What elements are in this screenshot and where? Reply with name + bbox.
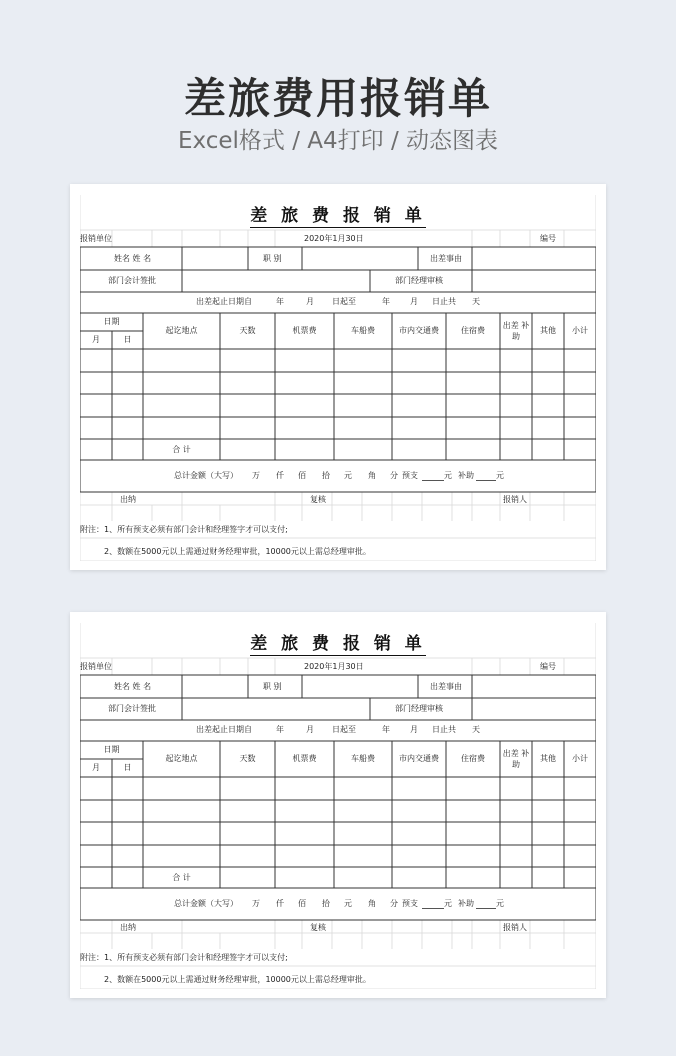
- period-month: 月: [306, 725, 314, 734]
- review-label: 复核: [310, 495, 326, 504]
- period-days: 天: [472, 725, 480, 734]
- total-yuan-3: 元: [496, 899, 504, 908]
- total-label: 总计金额（大写）: [174, 899, 238, 908]
- note-2: 2、数额在5000元以上需通过财务经理审批，10000元以上需总经理审批。: [104, 547, 371, 556]
- col-days: 天数: [239, 326, 256, 335]
- total-label: 总计金额（大写）: [174, 471, 238, 480]
- refund-blank[interactable]: [476, 899, 496, 909]
- reason-label: 出差事由: [430, 682, 462, 691]
- note-1: 附注：1、所有预支必须有部门会计和经理签字才可以支付;: [80, 525, 288, 534]
- period-year: 年: [276, 297, 284, 306]
- page-title: 差旅费用报销单: [183, 74, 492, 123]
- total-yuan-2: 元: [444, 899, 452, 908]
- claimant-label: 报销人: [503, 495, 527, 504]
- page-subtitle: Excel格式 / A4打印 / 动态图表: [177, 128, 499, 154]
- col-route: 起讫地点: [165, 326, 198, 335]
- total-jiao: 角: [368, 899, 376, 908]
- col-vehicle: 车船费: [351, 754, 375, 763]
- period-day-to: 日止共: [432, 297, 456, 306]
- total-fen: 分: [390, 471, 398, 480]
- position-label: 职 别: [263, 254, 282, 263]
- col-date: 日期: [103, 317, 120, 326]
- cashier-label: 出纳: [120, 923, 136, 932]
- review-label: 复核: [310, 923, 326, 932]
- name-label: 姓名 姓 名: [114, 254, 152, 263]
- period-month-2: 月: [410, 297, 418, 306]
- period-days: 天: [472, 297, 480, 306]
- manager-label: 部门经理审核: [395, 704, 443, 713]
- period-year: 年: [276, 725, 284, 734]
- note-2: 2、数额在5000元以上需通过财务经理审批，10000元以上需总经理审批。: [104, 975, 371, 984]
- form-preview-1: [70, 184, 606, 570]
- col-local: 市内交通费: [399, 326, 439, 335]
- period-month: 月: [306, 297, 314, 306]
- form-preview-2: [70, 612, 606, 998]
- total-advance: 预支: [402, 899, 418, 908]
- form-grid: [80, 623, 596, 989]
- name-label: 姓名 姓 名: [114, 682, 152, 691]
- col-allowance: 出差 补助: [502, 749, 530, 769]
- number-label: 编号: [540, 234, 556, 243]
- dept-sign-label: 部门会计签批: [108, 704, 156, 713]
- period-month-2: 月: [410, 725, 418, 734]
- period-day-to: 日止共: [432, 725, 456, 734]
- col-other: 其他: [540, 754, 556, 763]
- total-wan: 万: [252, 899, 260, 908]
- period-day-from: 日起至: [332, 297, 356, 306]
- col-allowance: 出差 补助: [502, 321, 530, 341]
- manager-label: 部门经理审核: [395, 276, 443, 285]
- col-air: 机票费: [292, 326, 317, 335]
- dept-sign-label: 部门会计签批: [108, 276, 156, 285]
- col-air: 机票费: [292, 754, 317, 763]
- col-days: 天数: [239, 754, 256, 763]
- total-yuan-3: 元: [496, 471, 504, 480]
- col-date: 日期: [103, 745, 120, 754]
- total-refund: 补助: [458, 899, 474, 908]
- total-qian: 仟: [276, 899, 284, 908]
- period-prefix: 出差起止日期自: [196, 725, 252, 734]
- col-subtotal: 小计: [572, 326, 588, 335]
- claimant-label: 报销人: [503, 923, 527, 932]
- col-hotel: 住宿费: [461, 326, 485, 335]
- unit-label: 报销单位: [80, 234, 112, 243]
- form-date: 2020年1月30日: [304, 662, 364, 671]
- col-other: 其他: [540, 326, 556, 335]
- advance-blank[interactable]: [422, 899, 444, 909]
- cashier-label: 出纳: [120, 495, 136, 504]
- advance-blank[interactable]: [422, 471, 444, 481]
- reason-label: 出差事由: [430, 254, 462, 263]
- col-hotel: 住宿费: [461, 754, 485, 763]
- period-day-from: 日起至: [332, 725, 356, 734]
- period-prefix: 出差起止日期自: [196, 297, 252, 306]
- col-day: 日: [123, 763, 132, 772]
- total-shi: 拾: [322, 471, 330, 480]
- col-month: 月: [92, 335, 100, 344]
- sum-label: 合 计: [172, 873, 191, 882]
- total-yuan: 元: [344, 471, 352, 480]
- number-label: 编号: [540, 662, 556, 671]
- expense-form: [80, 623, 596, 989]
- col-vehicle: 车船费: [351, 326, 375, 335]
- form-date: 2020年1月30日: [304, 234, 364, 243]
- form-title: 差 旅 费 报 销 单: [250, 634, 426, 654]
- total-yuan: 元: [344, 899, 352, 908]
- refund-blank[interactable]: [476, 471, 496, 481]
- col-subtotal: 小计: [572, 754, 588, 763]
- form-grid: [80, 195, 596, 561]
- total-fen: 分: [390, 899, 398, 908]
- col-day: 日: [123, 335, 132, 344]
- total-qian: 仟: [276, 471, 284, 480]
- total-jiao: 角: [368, 471, 376, 480]
- total-yuan-2: 元: [444, 471, 452, 480]
- period-year-2: 年: [382, 297, 390, 306]
- unit-label: 报销单位: [80, 662, 112, 671]
- total-bai: 佰: [298, 471, 306, 480]
- form-title: 差 旅 费 报 销 单: [250, 206, 426, 226]
- expense-form: [80, 195, 596, 561]
- total-refund: 补助: [458, 471, 474, 480]
- note-1: 附注：1、所有预支必须有部门会计和经理签字才可以支付;: [80, 953, 288, 962]
- col-local: 市内交通费: [399, 754, 439, 763]
- sum-label: 合 计: [172, 445, 191, 454]
- col-month: 月: [92, 763, 100, 772]
- total-shi: 拾: [322, 899, 330, 908]
- total-advance: 预支: [402, 471, 418, 480]
- position-label: 职 别: [263, 682, 282, 691]
- col-route: 起讫地点: [165, 754, 198, 763]
- total-wan: 万: [252, 471, 260, 480]
- total-bai: 佰: [298, 899, 306, 908]
- period-year-2: 年: [382, 725, 390, 734]
